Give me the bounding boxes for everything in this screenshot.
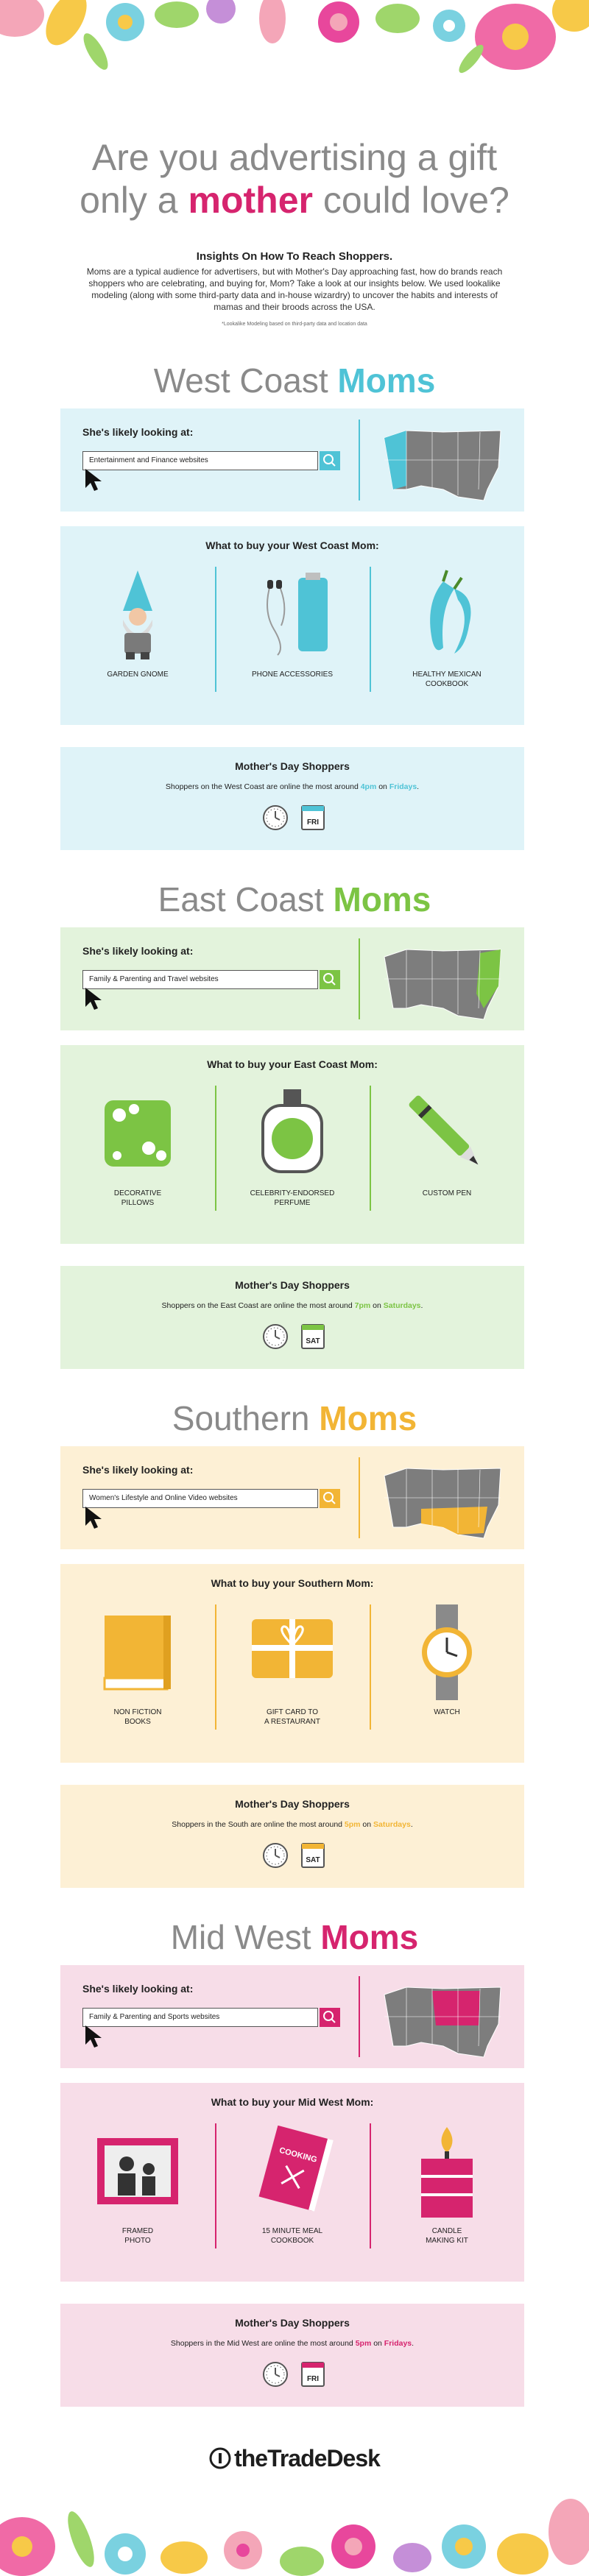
looking-label: She's likely looking at: <box>82 1464 194 1476</box>
buy-title: What to buy your Mid West Mom: <box>211 2096 374 2108</box>
search-button[interactable] <box>320 1489 340 1508</box>
product-item <box>370 1086 524 1218</box>
looking-panel <box>60 1965 524 2068</box>
region-title-bold: Moms <box>333 880 431 919</box>
shoppers-text-post: . <box>410 1820 413 1829</box>
product-label: NON FICTION BOOKS <box>113 1708 162 1726</box>
divider <box>215 1086 216 1211</box>
looking-label: She's likely looking at: <box>82 426 194 438</box>
time-date-icons <box>259 1841 333 1870</box>
shoppers-day: Fridays <box>389 782 417 791</box>
brand-logo <box>0 2445 589 2472</box>
shoppers-text-mid: on <box>360 1820 374 1829</box>
region-title <box>0 361 589 400</box>
time-date-icons <box>259 1322 333 1351</box>
watch-icon <box>403 1604 491 1700</box>
book-icon <box>94 1604 182 1700</box>
us-map-icon <box>377 1972 502 2061</box>
chili-peppers-icon <box>403 567 491 662</box>
search-button[interactable] <box>320 970 340 989</box>
region-title-light: Southern <box>172 1399 320 1437</box>
shoppers-text-pre: Shoppers on the East Coast are online the most around <box>161 1301 355 1310</box>
product-item <box>370 1604 524 1737</box>
shoppers-day: Saturdays <box>383 1301 421 1310</box>
calendar-icon <box>302 806 324 829</box>
calendar-icon <box>302 2363 324 2386</box>
product-label: 15 MINUTE MEAL COOKBOOK <box>261 2227 323 2245</box>
product-item <box>60 1086 215 1218</box>
product-label: FRAMED PHOTO <box>121 2227 154 2245</box>
product-item <box>60 2123 215 2256</box>
product-label: CUSTOM PEN <box>422 1189 472 1197</box>
shoppers-panel <box>60 1785 524 1888</box>
shoppers-time: 5pm <box>344 1820 361 1829</box>
clock-icon <box>264 1844 287 1867</box>
region-title-bold: Moms <box>319 1399 417 1437</box>
intro-footnote: *Lookalike Modeling based on third-party data and location data <box>222 322 367 327</box>
intro <box>81 250 508 330</box>
shoppers-time: 4pm <box>360 782 377 791</box>
divider <box>370 1086 371 1211</box>
shoppers-text <box>60 2339 524 2348</box>
looking-panel <box>60 927 524 1030</box>
us-map-icon <box>377 1454 502 1542</box>
buy-panel <box>60 526 524 725</box>
interest-search-value: Entertainment and Finance websites <box>89 456 208 464</box>
cookbook-icon <box>248 2123 336 2219</box>
region-title <box>0 1917 589 1957</box>
shoppers-text-mid: on <box>370 1301 384 1310</box>
shoppers-text <box>60 782 524 791</box>
time-date-icons <box>259 803 333 832</box>
interest-search-field[interactable] <box>82 451 318 470</box>
buy-title: What to buy your Southern Mom: <box>211 1577 374 1589</box>
product-item <box>215 2123 370 2256</box>
interest-search-field[interactable] <box>82 2008 318 2027</box>
pillow-icon <box>94 1086 182 1181</box>
shoppers-text-mid: on <box>376 782 389 791</box>
shoppers-panel <box>60 2304 524 2407</box>
svg-text:COOKING: COOKING <box>278 2145 318 2165</box>
region-title-bold: Moms <box>320 1918 419 1956</box>
calendar-day-label: FRI <box>306 818 320 827</box>
cursor-arrow-icon <box>82 986 107 1011</box>
product-item <box>215 567 370 699</box>
headline-line1: Are you advertising a gift <box>91 137 498 178</box>
divider <box>359 1976 360 2057</box>
clock-icon <box>264 2363 287 2386</box>
region-title-bold: Moms <box>337 361 436 400</box>
buy-title: What to buy your East Coast Mom: <box>207 1058 378 1070</box>
shoppers-text-pre: Shoppers in the South are online the most around <box>172 1820 345 1829</box>
shoppers-day: Saturdays <box>373 1820 411 1829</box>
product-label: WATCH <box>434 1708 460 1716</box>
shoppers-text-mid: on <box>371 2339 384 2348</box>
interest-search-value: Women's Lifestyle and Online Video websites <box>89 1494 238 1502</box>
shoppers-text-pre: Shoppers on the West Coast are online the most around <box>165 782 361 791</box>
region-title-light: West Coast <box>153 361 338 400</box>
divider <box>359 938 360 1019</box>
shoppers-text-post: . <box>420 1301 423 1310</box>
phone-accessories-icon <box>248 567 336 662</box>
interest-search-value: Family & Parenting and Sports websites <box>89 2013 220 2021</box>
divider <box>370 2123 371 2248</box>
product-label: HEALTHY MEXICAN COOKBOOK <box>412 670 482 688</box>
shoppers-text-post: . <box>412 2339 415 2348</box>
time-date-icons <box>259 2360 333 2389</box>
search-button[interactable] <box>320 451 340 470</box>
divider <box>370 567 371 692</box>
cursor-arrow-icon <box>82 2024 107 2049</box>
shoppers-title: Mother's Day Shoppers <box>235 760 350 772</box>
buy-panel <box>60 2083 524 2282</box>
product-item <box>60 1604 215 1737</box>
gift-card-icon <box>248 1604 336 1700</box>
product-label: GIFT CARD TO A RESTAURANT <box>264 1708 320 1726</box>
trade-desk-logo-icon <box>209 2447 231 2469</box>
clock-icon <box>264 1325 287 1348</box>
product-item <box>370 2123 524 2256</box>
looking-label: She's likely looking at: <box>82 945 194 957</box>
region-title <box>0 1398 589 1438</box>
calendar-icon <box>302 1325 324 1348</box>
divider <box>215 1604 216 1730</box>
buy-panel <box>60 1564 524 1763</box>
top-floral-border <box>0 0 589 81</box>
calendar-day-label: FRI <box>306 2375 320 2383</box>
divider <box>359 1457 360 1538</box>
shoppers-text-post: . <box>417 782 420 791</box>
us-map-icon <box>377 416 502 504</box>
headline-accent-word: mother <box>188 180 313 221</box>
cursor-arrow-icon <box>82 467 107 492</box>
looking-panel <box>60 408 524 512</box>
shoppers-title: Mother's Day Shoppers <box>235 1798 350 1810</box>
calendar-day-label: SAT <box>306 1337 320 1345</box>
interest-search-field[interactable] <box>82 970 318 989</box>
region-title-light: Mid West <box>170 1918 321 1956</box>
shoppers-time: 7pm <box>354 1301 371 1310</box>
product-item <box>215 1086 370 1218</box>
floral-decoration-icon <box>0 0 589 77</box>
shoppers-title: Mother's Day Shoppers <box>235 1279 350 1291</box>
shoppers-day: Fridays <box>384 2339 412 2348</box>
shoppers-text <box>60 1301 524 1310</box>
candle-icon <box>403 2123 491 2219</box>
floral-decoration-icon <box>0 2499 589 2576</box>
calendar-day-label: SAT <box>306 1856 320 1864</box>
shoppers-panel <box>60 747 524 850</box>
calendar-icon <box>302 1844 324 1867</box>
perfume-icon <box>248 1086 336 1181</box>
framed-photo-icon <box>94 2123 182 2219</box>
region-title <box>0 880 589 919</box>
headline <box>0 136 589 222</box>
headline-line2 <box>0 179 589 222</box>
divider <box>370 1604 371 1730</box>
cursor-arrow-icon <box>82 1505 107 1530</box>
product-item <box>60 567 215 699</box>
interest-search-field[interactable] <box>82 1489 318 1508</box>
buy-panel <box>60 1045 524 1244</box>
headline-line2-post: could love? <box>312 180 509 221</box>
shoppers-text-pre: Shoppers in the Mid West are online the most around <box>170 2339 356 2348</box>
divider <box>215 2123 216 2248</box>
region-title-light: East Coast <box>158 880 334 919</box>
product-item <box>215 1604 370 1737</box>
product-label: PHONE ACCESSORIES <box>251 670 334 679</box>
shoppers-panel <box>60 1266 524 1369</box>
headline-line2-pre: only a <box>80 180 188 221</box>
pen-icon <box>403 1086 491 1181</box>
looking-panel <box>60 1446 524 1549</box>
buy-title: What to buy your West Coast Mom: <box>205 539 379 551</box>
clock-icon <box>264 806 287 829</box>
looking-label: She's likely looking at: <box>82 1983 194 1995</box>
divider <box>215 567 216 692</box>
divider <box>359 420 360 500</box>
interest-search-value: Family & Parenting and Travel websites <box>89 975 219 983</box>
product-label: CANDLE MAKING KIT <box>426 2227 468 2245</box>
product-label: DECORATIVE PILLOWS <box>113 1189 162 1207</box>
product-label: CELEBRITY-ENDORSED PERFUME <box>250 1189 335 1207</box>
logo-text: theTradeDesk <box>234 2445 380 2471</box>
shoppers-time: 5pm <box>355 2339 372 2348</box>
intro-body: Moms are a typical audience for advertisers, but with Mother's Day approaching fast, how do brands reach shoppers who are celebrating, and buying for, Mom? Take a look at our insights below. We used lookalike modeling (along with some third-party data and in-house wizardry) to uncover the habits and interests of mamas and their broods across the USA. <box>86 266 503 312</box>
shoppers-title: Mother's Day Shoppers <box>235 2317 350 2329</box>
us-map-icon <box>377 935 502 1023</box>
product-label: GARDEN GNOME <box>107 670 169 679</box>
shoppers-text <box>60 1820 524 1829</box>
search-button[interactable] <box>320 2008 340 2027</box>
intro-title: Insights On How To Reach Shoppers. <box>196 250 393 263</box>
bottom-floral-border <box>0 2488 589 2576</box>
gnome-icon <box>94 567 182 662</box>
product-item <box>370 567 524 699</box>
